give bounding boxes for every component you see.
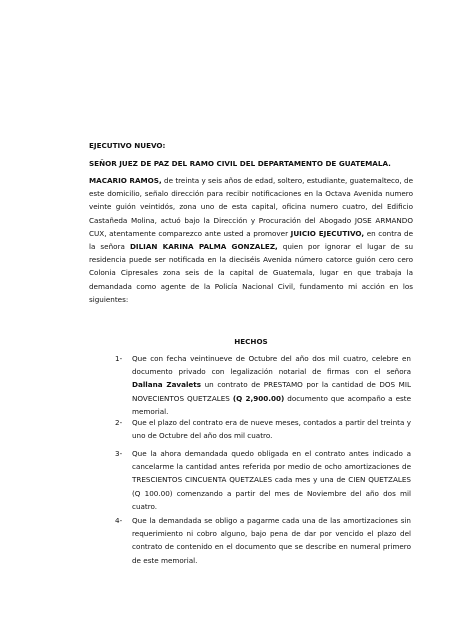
fact-text xyxy=(132,352,411,418)
fact-number: 3- xyxy=(115,449,123,458)
intro-text-1: de treinta y seis años de edad, soltero, estudiante, guatemalteco, de este domicilio, señalo dirección para recibir notificaciones en la Octava Avenida numero veinte guión veintidós, zona uno de esta capital, oficina numero cuatro, del Edificio Castañeda Molina, actuó bajo la Dirección y Procuración del Abogado JOSE ARMANDO CUX, atentamente comparezco ante usted a promover xyxy=(89,176,413,238)
heading-ejecutivo: EJECUTIVO NUEVO: xyxy=(89,141,166,150)
fact-text: Que el plazo del contrato era de nueve meses, contados a partir del treinta y uno de Octubre del año dos mil cuatro. xyxy=(132,418,411,441)
fact-text-b: un contrato de PRESTAMO por la cantidad de DOS MIL NOVECIENTOS QUETZALES xyxy=(132,380,411,403)
petitioner-name: MACARIO RAMOS, xyxy=(89,176,162,185)
juicio-ejecutivo: JUICIO EJECUTIVO, xyxy=(290,228,365,238)
intro-text-3: quien por ignorar el lugar de su residencia puede ser notificada en la dieciséis Avenida número catorce guión cero cero Colonia Cipresales zona seis de la capital de Guatemala, lugar en que trabaja la demandada como agente de la Policía Nacional Civil, fundamento mi acción en los siguientes: xyxy=(89,242,413,304)
defendant-name: DILIAN KARINA PALMA GONZALEZ, xyxy=(129,242,278,252)
intro-paragraph xyxy=(89,174,413,306)
fact-number: 4- xyxy=(115,516,123,525)
lender-name: Dallana Zavalets xyxy=(132,380,202,390)
fact-text-c: documento que acompaño a este memorial. xyxy=(132,393,411,416)
fact-number: 2- xyxy=(115,418,123,427)
fact-text: Que la ahora demandada quedo obligada en el contrato antes indicado a cancelarme la cantidad antes referida por medio de ocho amortizaciones de TRESCIENTOS CINCUENTA QUETZALES cada mes y una de CIEN QUETZALES (Q 100.00) comenzando a partir del mes de Noviembre del año dos mil cuatro. xyxy=(132,449,411,511)
loan-amount: (Q 2,900.00) xyxy=(232,393,285,403)
heading-juez: SEÑOR JUEZ DE PAZ DEL RAMO CIVIL DEL DEPARTAMENTO DE GUATEMALA. xyxy=(89,159,391,168)
fact-number: 1- xyxy=(115,354,123,363)
hechos-title: HECHOS xyxy=(234,337,268,346)
fact-text-a: Que con fecha veintinueve de Octubre del año dos mil cuatro, celebre en documento privado con legalización notarial de firmas con el señora xyxy=(132,354,411,377)
fact-text: Que la demandada se obligo a pagarme cada una de las amortizaciones sin requerimiento ni cobro alguno, bajo pena de dar por vencido el plazo del contrato de contenido en el documento que se describe en numeral primero de este memorial. xyxy=(132,516,411,565)
intro-text-2: en contra de la señora xyxy=(89,228,413,252)
